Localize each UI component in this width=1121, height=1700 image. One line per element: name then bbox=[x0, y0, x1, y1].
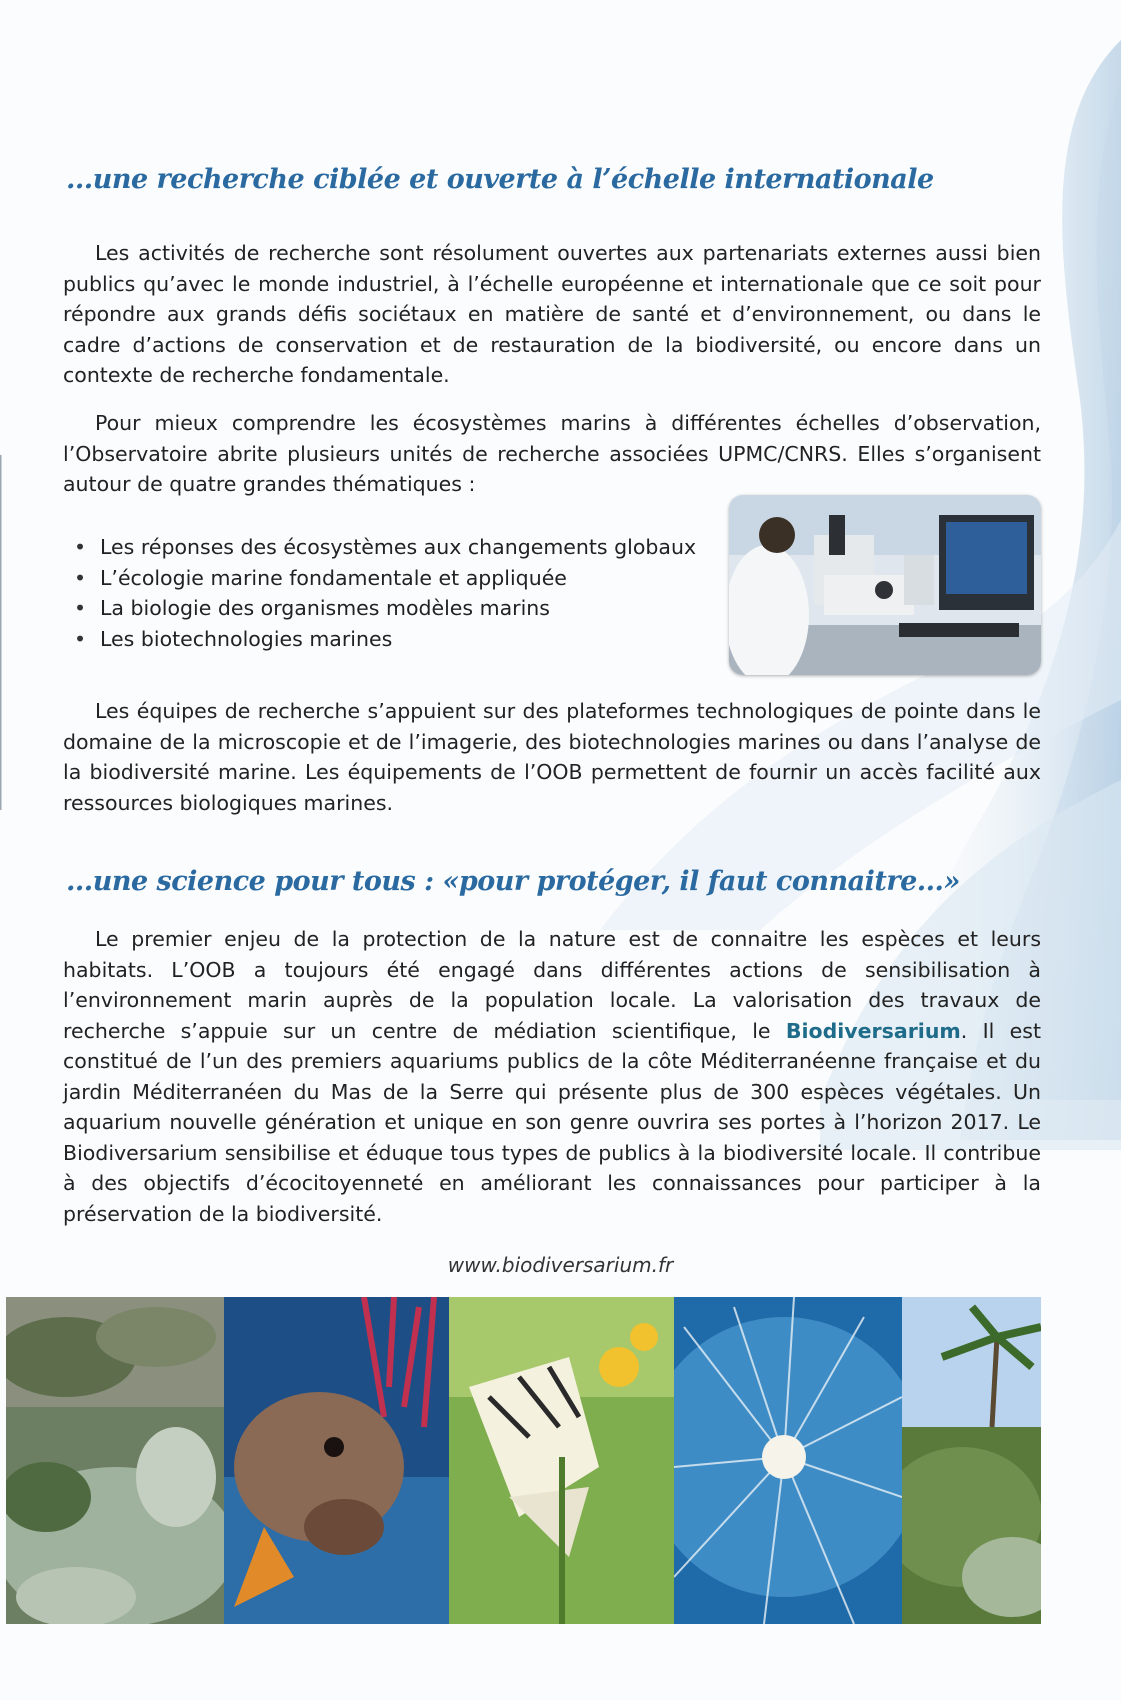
list-item: • Les réponses des écosystèmes aux changements globaux bbox=[70, 532, 730, 563]
paragraph-partnerships: Les activités de recherche sont résolument ouvertes aux partenariats externes aussi bien publics qu’avec le monde industriel, à l’échelle européenne et internationale que ce soit pour répondre aux grands défis sociétaux en matière de santé et d’environnement, ou dans le cadre d’actions de conservation et de restauration de la biodiversité, ou encore dans un contexte de recherche fondamentale. bbox=[63, 241, 1041, 387]
photo-strip bbox=[6, 1297, 1041, 1624]
section-heading-science-for-all: ...une science pour tous : «pour protéger, il faut connaitre...» bbox=[66, 866, 960, 897]
lab-microscope-photo bbox=[729, 495, 1041, 675]
section-heading-research: ...une recherche ciblée et ouverte à l’échelle internationale bbox=[66, 164, 934, 195]
biodiversarium-highlight: Biodiversarium bbox=[785, 1018, 961, 1043]
paragraph-research-units: Pour mieux comprendre les écosystèmes marins à différentes échelles d’observation, l’Observatoire abrite plusieurs unités de recherche associées UPMC/CNRS. Elles s’organisent autour de quatre grandes thématiques : bbox=[63, 411, 1041, 496]
fan-worm-photo bbox=[674, 1297, 902, 1624]
grouper-fish-photo bbox=[224, 1297, 449, 1624]
paragraph-text-start: Le premier enjeu de la protection de la nature est de connaitre les espèces et leurs habitats. L’OOB a toujours été engagé dans différentes actions de sensibilisation à l’environnement marin auprès de la population locale. La valorisation des travaux de recherche s’appuie sur un centre de médiation scientifique, le bbox=[63, 927, 1041, 1043]
paragraph-text-end: . Il est constitué de l’un des premiers aquariums publics de la côte Méditerranéenne française et du jardin Méditerranéen du Mas de la Serre qui présente plus de 300 espèces végétales. Un aquarium nouvelle génération et unique en son genre ouvrira ses portes à l’horizon 2017. Le Biodiversarium sensibilise et éduque tous types de publics à la biodiversité locale. Il contribue à des objectifs d’écocitoyenneté en améliorant les connaissances pour participer à la préservation de la biodiversité. bbox=[63, 1018, 1041, 1226]
garden-plants-photo bbox=[6, 1297, 224, 1624]
website-link[interactable]: www.biodiversarium.fr bbox=[447, 1253, 674, 1277]
themes-list bbox=[70, 532, 730, 654]
paragraph-platforms: Les équipes de recherche s’appuient sur des plateformes technologiques de pointe dans le domaine de la microscopie et de l’imagerie, des biotechnologies marines ou dans l’analyse de la biodiversité marine. Les équipements de l’OOB permettent de fournir un accès facilité aux ressources biologiques marines. bbox=[63, 699, 1041, 815]
list-item: • L’écologie marine fondamentale et appliquée bbox=[70, 563, 730, 594]
list-item: • Les biotechnologies marines bbox=[70, 624, 730, 655]
paragraph-biodiversarium bbox=[63, 924, 1041, 1229]
list-item: • La biologie des organismes modèles marins bbox=[70, 593, 730, 624]
swallowtail-butterfly-photo bbox=[449, 1297, 674, 1624]
palm-garden-photo bbox=[902, 1297, 1041, 1624]
